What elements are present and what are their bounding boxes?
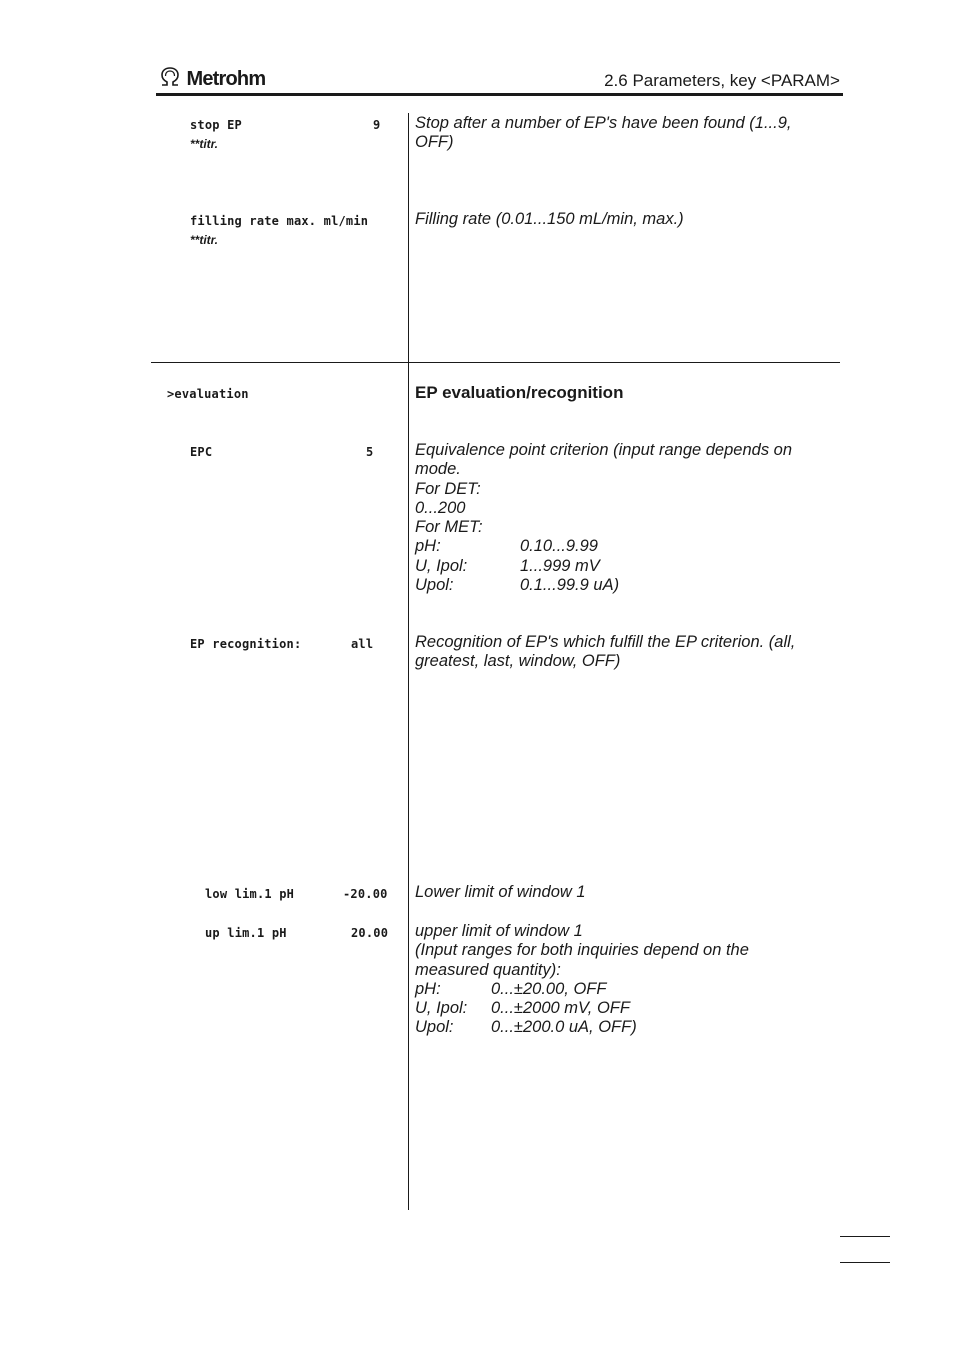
footer-rule-top — [840, 1236, 890, 1237]
header-rule — [156, 93, 843, 96]
low-lim-value: -20.00 — [343, 887, 388, 901]
brand-name: Metrohm — [186, 68, 266, 90]
column-divider — [408, 113, 409, 1210]
low-lim-label: low lim.1 pH — [205, 887, 295, 901]
low-lim-description: Lower limit of window 1 — [415, 883, 586, 901]
up-lim-description: upper limit of window 1 (Input ranges for both inquiries depend on the measured quantity): pH: 0...±20.00, OFF U, Ipol: 0...±2000 mV, OFF Upol: 0...±200.0 uA, OFF) — [415, 922, 749, 1037]
epc-value: 5 — [366, 445, 374, 459]
ep-recognition-value: all — [351, 637, 374, 651]
ep-recognition-label: EP recognition: — [190, 637, 302, 651]
filling-rate-label: filling rate max. ml/min — [190, 214, 369, 228]
filling-rate-description: Filling rate (0.01...150 mL/min, max.) — [415, 210, 684, 228]
stop-ep-label: stop EP — [190, 118, 242, 132]
metrohm-logo — [158, 66, 265, 91]
up-lim-label: up lim.1 pH — [205, 926, 287, 940]
omega-logo-icon — [158, 66, 182, 88]
stop-ep-description: Stop after a number of EP's have been found (1...9, OFF) — [415, 114, 792, 152]
filling-rate-note: **titr. — [190, 233, 219, 247]
up-lim-range-table: pH: 0...±20.00, OFF U, Ipol: 0...±2000 mV, OFF Upol: 0...±200.0 uA, OFF) — [415, 979, 637, 1037]
up-lim-value: 20.00 — [351, 926, 389, 940]
section-title: 2.6 Parameters, key <PARAM> — [604, 71, 840, 90]
ep-recognition-description: Recognition of EP's which fulfill the EP criterion. (all, greatest, last, window, OFF) — [415, 633, 796, 671]
evaluation-label: >evaluation — [167, 387, 249, 401]
epc-label: EPC — [190, 445, 213, 459]
stop-ep-note: **titr. — [190, 137, 219, 151]
epc-range-table: pH: 0.10...9.99 U, Ipol: 1...999 mV Upol: 0.1...99.9 uA) — [415, 537, 620, 595]
stop-ep-value: 9 — [373, 118, 381, 132]
evaluation-heading: EP evaluation/recognition — [415, 383, 624, 402]
epc-description: Equivalence point criterion (input range depends on mode. For DET: 0...200 For MET: pH: 0.10...9.99 U, Ipol: 1...999 mV Upol: 0.1...99.9 uA) — [415, 441, 793, 595]
footer-rule-bottom — [840, 1262, 890, 1263]
section-separator — [151, 362, 840, 363]
